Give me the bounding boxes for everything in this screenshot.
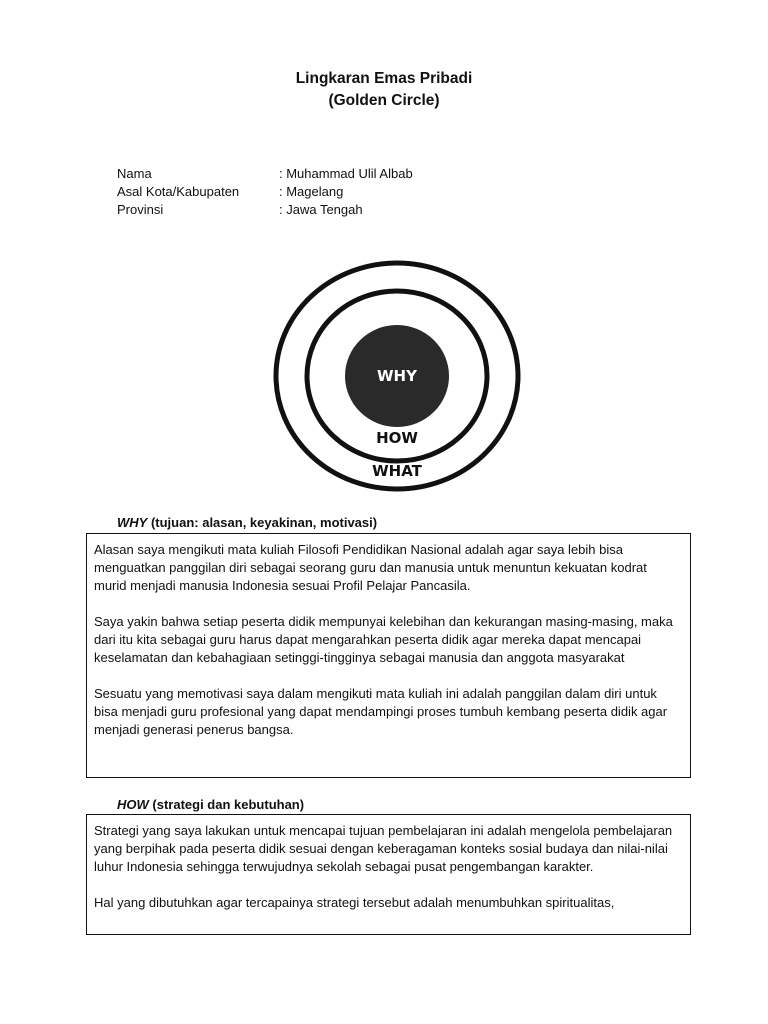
how-heading-desc: (strategi dan kebutuhan) [148, 797, 305, 812]
what-label: WHAT [372, 462, 422, 480]
title-line-2: (Golden Circle) [328, 92, 440, 109]
personal-info [117, 165, 413, 219]
why-paragraph: Sesuatu yang memotivasi saya dalam mengikuti mata kuliah ini adalah panggilan dalam diri untuk bisa menjadi guru profesional yang dapat mendampingi proses tumbuh kembang peserta didik agar menjadi generasi penerus bangsa. [94, 686, 668, 737]
how-text-box [86, 814, 691, 935]
why-paragraph: Saya yakin bahwa setiap peserta didik mempunyai kelebihan dan kekurangan masing-masing, maka dari itu kita sebagai guru harus dapat mengarahkan peserta didik agar mereka dapat mencapai keselamatan dan kebahagiaan setinggi-tingginya sebagai manusia dan anggota masyarakat [94, 614, 673, 665]
title-line-1: Lingkaran Emas Pribadi [295, 70, 473, 87]
why-heading-desc: (tujuan: alasan, keyakinan, motivasi) [147, 515, 378, 530]
info-label: Asal Kota/Kabupaten [117, 184, 240, 199]
why-text-box [86, 533, 691, 778]
info-value: : Magelang [279, 184, 344, 199]
how-heading-keyword: HOW [117, 797, 149, 812]
document-title [0, 68, 768, 112]
info-row-provinsi [117, 201, 413, 219]
info-label: Provinsi [117, 202, 164, 217]
how-heading [117, 796, 304, 814]
how-paragraph: Strategi yang saya lakukan untuk mencapai tujuan pembelajaran ini adalah mengelola pembelajaran yang berpihak pada peserta didik sesuai dengan keberagaman konteks sosial budaya dan nilai-nilai luhur Indonesia sehingga terwujudnya sekolah sebagai pusat pengembangan karakter. [94, 823, 673, 874]
why-paragraph: Alasan saya mengikuti mata kuliah Filosofi Pendidikan Nasional adalah agar saya lebih bisa menguatkan panggilan diri sebagai seorang guru dan manusia untuk menuntun kekuatan kodrat murid menjadi manusia Indonesia sesuai Profil Pelajar Pancasila. [94, 542, 647, 593]
golden-circle-diagram [272, 256, 522, 496]
how-label: HOW [376, 429, 418, 447]
info-row-nama [117, 165, 413, 183]
info-value: : Muhammad Ulil Albab [279, 166, 413, 181]
info-row-kota [117, 183, 413, 201]
why-label: WHY [377, 367, 417, 385]
info-label: Nama [117, 166, 152, 181]
how-paragraph: Hal yang dibutuhkan agar tercapainya strategi tersebut adalah menumbuhkan spiritualitas, [94, 895, 615, 910]
why-heading [117, 514, 377, 532]
why-heading-keyword: WHY [117, 515, 148, 530]
golden-circle-svg [272, 256, 522, 496]
info-value: : Jawa Tengah [279, 202, 363, 217]
